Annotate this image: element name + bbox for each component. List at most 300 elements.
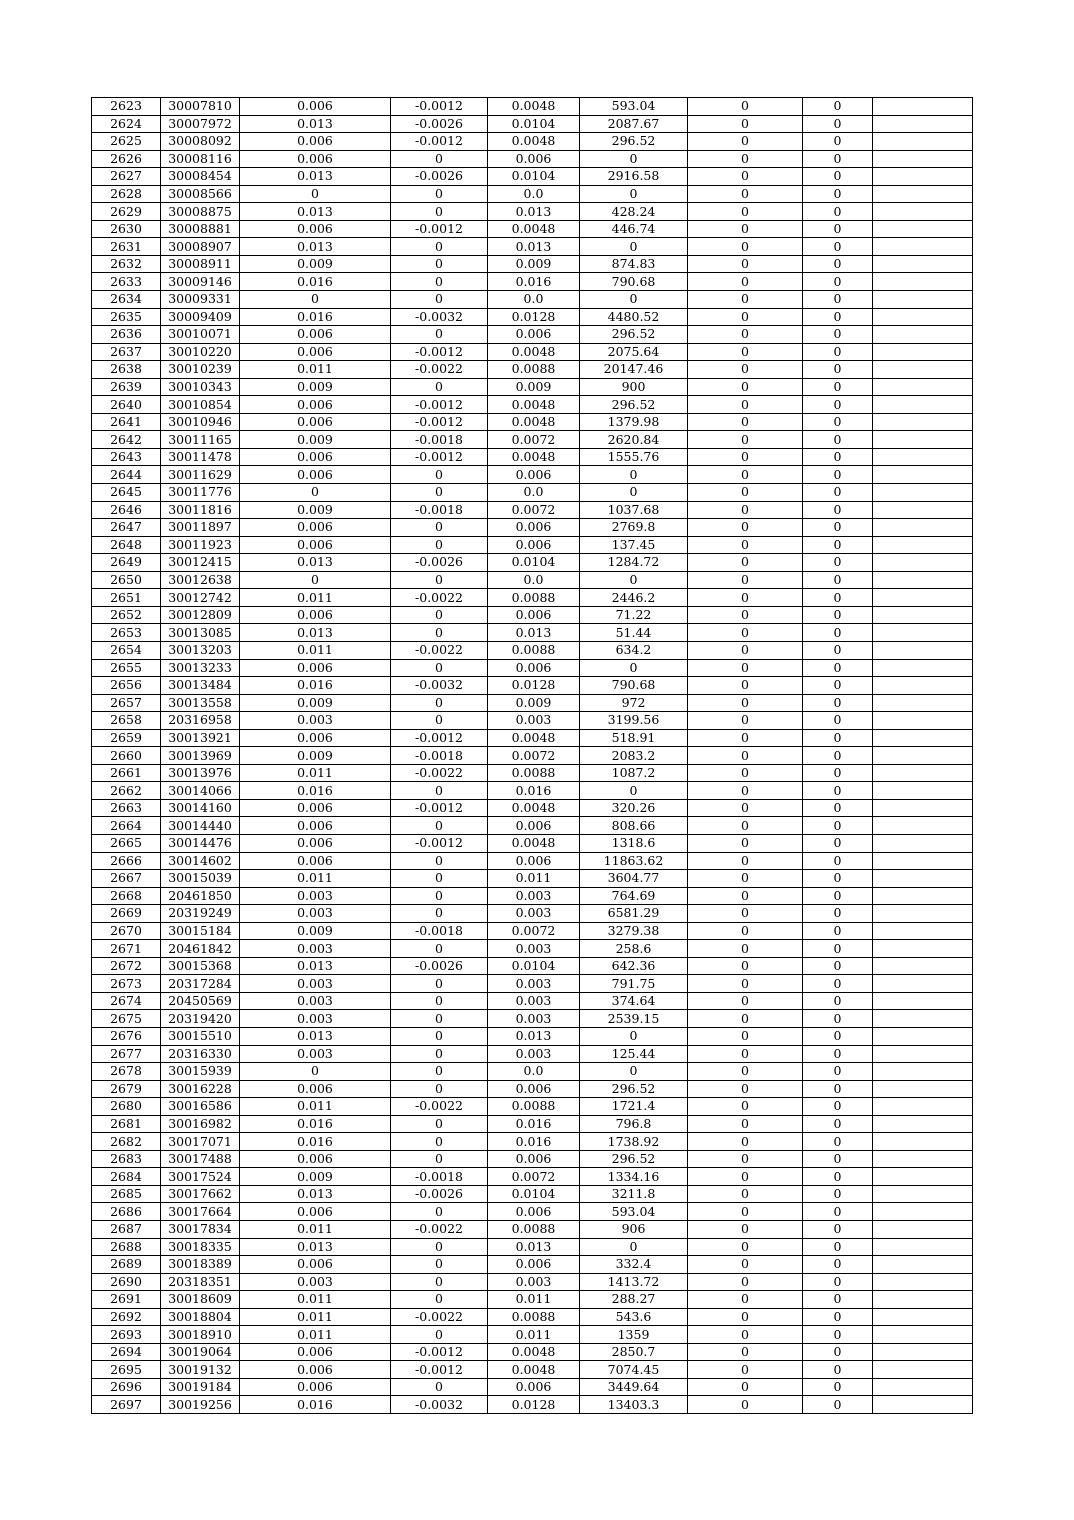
value-b-cell: -0.0022 xyxy=(391,1308,488,1326)
value-a-cell: 0.006 xyxy=(240,536,391,554)
flag-b-cell: 0 xyxy=(803,1361,873,1379)
value-b-cell: -0.0022 xyxy=(391,589,488,607)
flag-a-cell: 0 xyxy=(688,291,803,309)
value-b-cell: -0.0012 xyxy=(391,220,488,238)
value-c-cell: 0.016 xyxy=(488,1115,580,1133)
value-c-cell: 0.0048 xyxy=(488,343,580,361)
table-row xyxy=(92,255,973,273)
flag-a-cell: 0 xyxy=(688,641,803,659)
amount-cell: 2916.58 xyxy=(580,168,688,186)
value-c-cell: 0.006 xyxy=(488,606,580,624)
flag-a-cell: 0 xyxy=(688,852,803,870)
value-a-cell: 0.006 xyxy=(240,1203,391,1221)
flag-a-cell: 0 xyxy=(688,484,803,502)
blank-cell xyxy=(873,484,973,502)
value-b-cell: 0 xyxy=(391,712,488,730)
value-a-cell: 0.003 xyxy=(240,1273,391,1291)
value-c-cell: 0.0072 xyxy=(488,922,580,940)
table-row xyxy=(92,308,973,326)
id-cell: 30015939 xyxy=(161,1063,240,1081)
id-cell: 30019184 xyxy=(161,1378,240,1396)
flag-a-cell: 0 xyxy=(688,1168,803,1186)
value-c-cell: 0.003 xyxy=(488,1045,580,1063)
flag-b-cell: 0 xyxy=(803,782,873,800)
value-c-cell: 0.0048 xyxy=(488,1361,580,1379)
flag-a-cell: 0 xyxy=(688,799,803,817)
flag-a-cell: 0 xyxy=(688,1098,803,1116)
row-number-cell: 2695 xyxy=(92,1361,161,1379)
id-cell: 30010071 xyxy=(161,326,240,344)
value-b-cell: -0.0026 xyxy=(391,168,488,186)
amount-cell: 593.04 xyxy=(580,98,688,116)
flag-b-cell: 0 xyxy=(803,501,873,519)
flag-a-cell: 0 xyxy=(688,203,803,221)
value-a-cell: 0.003 xyxy=(240,887,391,905)
flag-a-cell: 0 xyxy=(688,536,803,554)
table-row xyxy=(92,378,973,396)
row-number-cell: 2674 xyxy=(92,992,161,1010)
blank-cell xyxy=(873,308,973,326)
blank-cell xyxy=(873,1238,973,1256)
row-number-cell: 2688 xyxy=(92,1238,161,1256)
blank-cell xyxy=(873,1080,973,1098)
table-row xyxy=(92,1150,973,1168)
flag-b-cell: 0 xyxy=(803,1273,873,1291)
value-c-cell: 0.003 xyxy=(488,975,580,993)
value-a-cell: 0.013 xyxy=(240,1185,391,1203)
id-cell: 20316330 xyxy=(161,1045,240,1063)
value-c-cell: 0.003 xyxy=(488,992,580,1010)
table-row xyxy=(92,168,973,186)
value-a-cell: 0.013 xyxy=(240,624,391,642)
value-c-cell: 0.0048 xyxy=(488,98,580,116)
id-cell: 20319420 xyxy=(161,1010,240,1028)
table-row xyxy=(92,1185,973,1203)
id-cell: 30014160 xyxy=(161,799,240,817)
flag-a-cell: 0 xyxy=(688,1378,803,1396)
value-c-cell: 0.0 xyxy=(488,484,580,502)
id-cell: 30011629 xyxy=(161,466,240,484)
value-a-cell: 0.006 xyxy=(240,834,391,852)
flag-b-cell: 0 xyxy=(803,203,873,221)
value-c-cell: 0.0048 xyxy=(488,220,580,238)
amount-cell: 2075.64 xyxy=(580,343,688,361)
flag-b-cell: 0 xyxy=(803,729,873,747)
id-cell: 30011816 xyxy=(161,501,240,519)
amount-cell: 296.52 xyxy=(580,1080,688,1098)
row-number-cell: 2656 xyxy=(92,677,161,695)
flag-b-cell: 0 xyxy=(803,1010,873,1028)
id-cell: 30013085 xyxy=(161,624,240,642)
flag-a-cell: 0 xyxy=(688,168,803,186)
row-number-cell: 2655 xyxy=(92,659,161,677)
amount-cell: 1318.6 xyxy=(580,834,688,852)
flag-b-cell: 0 xyxy=(803,641,873,659)
table-row xyxy=(92,484,973,502)
flag-a-cell: 0 xyxy=(688,220,803,238)
value-c-cell: 0.0 xyxy=(488,1063,580,1081)
value-a-cell: 0.006 xyxy=(240,326,391,344)
flag-b-cell: 0 xyxy=(803,852,873,870)
blank-cell xyxy=(873,992,973,1010)
value-b-cell: 0 xyxy=(391,571,488,589)
value-a-cell: 0.013 xyxy=(240,168,391,186)
value-b-cell: -0.0012 xyxy=(391,133,488,151)
table-row xyxy=(92,1098,973,1116)
value-b-cell: 0 xyxy=(391,606,488,624)
amount-cell: 446.74 xyxy=(580,220,688,238)
blank-cell xyxy=(873,1150,973,1168)
value-a-cell: 0.016 xyxy=(240,308,391,326)
flag-b-cell: 0 xyxy=(803,150,873,168)
row-number-cell: 2635 xyxy=(92,308,161,326)
flag-a-cell: 0 xyxy=(688,361,803,379)
value-a-cell: 0.003 xyxy=(240,905,391,923)
flag-a-cell: 0 xyxy=(688,694,803,712)
value-b-cell: -0.0012 xyxy=(391,98,488,116)
flag-a-cell: 0 xyxy=(688,817,803,835)
amount-cell: 593.04 xyxy=(580,1203,688,1221)
flag-a-cell: 0 xyxy=(688,1010,803,1028)
flag-b-cell: 0 xyxy=(803,1238,873,1256)
flag-b-cell: 0 xyxy=(803,413,873,431)
row-number-cell: 2645 xyxy=(92,484,161,502)
blank-cell xyxy=(873,413,973,431)
amount-cell: 6581.29 xyxy=(580,905,688,923)
value-c-cell: 0.0048 xyxy=(488,396,580,414)
table-row xyxy=(92,571,973,589)
flag-b-cell: 0 xyxy=(803,343,873,361)
blank-cell xyxy=(873,1133,973,1151)
row-number-cell: 2685 xyxy=(92,1185,161,1203)
flag-a-cell: 0 xyxy=(688,343,803,361)
value-b-cell: 0 xyxy=(391,536,488,554)
value-a-cell: 0.006 xyxy=(240,220,391,238)
flag-b-cell: 0 xyxy=(803,799,873,817)
value-a-cell: 0.006 xyxy=(240,659,391,677)
value-c-cell: 0.0048 xyxy=(488,799,580,817)
value-c-cell: 0.0104 xyxy=(488,115,580,133)
value-a-cell: 0.009 xyxy=(240,255,391,273)
row-number-cell: 2661 xyxy=(92,764,161,782)
blank-cell xyxy=(873,782,973,800)
flag-a-cell: 0 xyxy=(688,255,803,273)
table-row xyxy=(92,624,973,642)
value-b-cell: -0.0012 xyxy=(391,799,488,817)
value-a-cell: 0.006 xyxy=(240,396,391,414)
blank-cell xyxy=(873,606,973,624)
id-cell: 30018910 xyxy=(161,1326,240,1344)
blank-cell xyxy=(873,975,973,993)
id-cell: 30016228 xyxy=(161,1080,240,1098)
amount-cell: 0 xyxy=(580,1063,688,1081)
flag-a-cell: 0 xyxy=(688,992,803,1010)
blank-cell xyxy=(873,1396,973,1414)
amount-cell: 125.44 xyxy=(580,1045,688,1063)
value-b-cell: 0 xyxy=(391,255,488,273)
flag-b-cell: 0 xyxy=(803,1045,873,1063)
id-cell: 30013969 xyxy=(161,747,240,765)
row-number-cell: 2677 xyxy=(92,1045,161,1063)
amount-cell: 1555.76 xyxy=(580,448,688,466)
amount-cell: 428.24 xyxy=(580,203,688,221)
blank-cell xyxy=(873,326,973,344)
value-b-cell: 0 xyxy=(391,150,488,168)
value-c-cell: 0.0048 xyxy=(488,834,580,852)
flag-b-cell: 0 xyxy=(803,957,873,975)
row-number-cell: 2640 xyxy=(92,396,161,414)
table-row xyxy=(92,203,973,221)
value-a-cell: 0.009 xyxy=(240,431,391,449)
table-row xyxy=(92,1221,973,1239)
flag-a-cell: 0 xyxy=(688,659,803,677)
id-cell: 30018609 xyxy=(161,1291,240,1309)
row-number-cell: 2668 xyxy=(92,887,161,905)
amount-cell: 0 xyxy=(580,782,688,800)
flag-b-cell: 0 xyxy=(803,677,873,695)
table-row xyxy=(92,694,973,712)
flag-b-cell: 0 xyxy=(803,291,873,309)
value-c-cell: 0.006 xyxy=(488,817,580,835)
row-number-cell: 2693 xyxy=(92,1326,161,1344)
value-c-cell: 0.006 xyxy=(488,466,580,484)
value-a-cell: 0.009 xyxy=(240,378,391,396)
row-number-cell: 2644 xyxy=(92,466,161,484)
value-a-cell: 0 xyxy=(240,291,391,309)
value-b-cell: 0 xyxy=(391,185,488,203)
value-a-cell: 0.016 xyxy=(240,1115,391,1133)
row-number-cell: 2670 xyxy=(92,922,161,940)
table-row xyxy=(92,273,973,291)
row-number-cell: 2650 xyxy=(92,571,161,589)
blank-cell xyxy=(873,1308,973,1326)
value-b-cell: 0 xyxy=(391,1150,488,1168)
row-number-cell: 2675 xyxy=(92,1010,161,1028)
flag-a-cell: 0 xyxy=(688,1291,803,1309)
value-a-cell: 0.013 xyxy=(240,203,391,221)
value-a-cell: 0.013 xyxy=(240,1027,391,1045)
value-b-cell: -0.0026 xyxy=(391,1185,488,1203)
blank-cell xyxy=(873,712,973,730)
value-b-cell: -0.0022 xyxy=(391,764,488,782)
flag-b-cell: 0 xyxy=(803,694,873,712)
value-c-cell: 0.016 xyxy=(488,1133,580,1151)
flag-b-cell: 0 xyxy=(803,1291,873,1309)
value-c-cell: 0.0048 xyxy=(488,729,580,747)
blank-cell xyxy=(873,571,973,589)
value-b-cell: 0 xyxy=(391,624,488,642)
value-a-cell: 0.006 xyxy=(240,413,391,431)
value-a-cell: 0.016 xyxy=(240,677,391,695)
blank-cell xyxy=(873,1203,973,1221)
row-number-cell: 2659 xyxy=(92,729,161,747)
amount-cell: 320.26 xyxy=(580,799,688,817)
amount-cell: 642.36 xyxy=(580,957,688,975)
flag-a-cell: 0 xyxy=(688,150,803,168)
id-cell: 30010946 xyxy=(161,413,240,431)
blank-cell xyxy=(873,238,973,256)
blank-cell xyxy=(873,466,973,484)
amount-cell: 900 xyxy=(580,378,688,396)
row-number-cell: 2637 xyxy=(92,343,161,361)
value-c-cell: 0.011 xyxy=(488,870,580,888)
flag-a-cell: 0 xyxy=(688,273,803,291)
value-b-cell: 0 xyxy=(391,326,488,344)
amount-cell: 296.52 xyxy=(580,133,688,151)
table-row xyxy=(92,1343,973,1361)
value-c-cell: 0.016 xyxy=(488,273,580,291)
value-b-cell: 0 xyxy=(391,203,488,221)
id-cell: 30013976 xyxy=(161,764,240,782)
row-number-cell: 2671 xyxy=(92,940,161,958)
table-row xyxy=(92,396,973,414)
flag-b-cell: 0 xyxy=(803,624,873,642)
value-a-cell: 0.006 xyxy=(240,799,391,817)
flag-b-cell: 0 xyxy=(803,1343,873,1361)
row-number-cell: 2630 xyxy=(92,220,161,238)
value-c-cell: 0.0048 xyxy=(488,1343,580,1361)
amount-cell: 0 xyxy=(580,466,688,484)
value-a-cell: 0.011 xyxy=(240,764,391,782)
row-number-cell: 2678 xyxy=(92,1063,161,1081)
amount-cell: 518.91 xyxy=(580,729,688,747)
value-a-cell: 0.016 xyxy=(240,1133,391,1151)
data-table xyxy=(91,97,973,1414)
id-cell: 30009146 xyxy=(161,273,240,291)
row-number-cell: 2641 xyxy=(92,413,161,431)
value-b-cell: 0 xyxy=(391,1326,488,1344)
value-b-cell: 0 xyxy=(391,1273,488,1291)
id-cell: 30013921 xyxy=(161,729,240,747)
id-cell: 20318351 xyxy=(161,1273,240,1291)
row-number-cell: 2636 xyxy=(92,326,161,344)
row-number-cell: 2681 xyxy=(92,1115,161,1133)
row-number-cell: 2653 xyxy=(92,624,161,642)
table-row xyxy=(92,1238,973,1256)
flag-b-cell: 0 xyxy=(803,940,873,958)
value-c-cell: 0.006 xyxy=(488,852,580,870)
row-number-cell: 2631 xyxy=(92,238,161,256)
value-a-cell: 0.016 xyxy=(240,782,391,800)
table-row xyxy=(92,659,973,677)
flag-b-cell: 0 xyxy=(803,238,873,256)
value-a-cell: 0.006 xyxy=(240,519,391,537)
value-a-cell: 0.009 xyxy=(240,1168,391,1186)
value-a-cell: 0.006 xyxy=(240,150,391,168)
id-cell: 30015184 xyxy=(161,922,240,940)
id-cell: 30012742 xyxy=(161,589,240,607)
blank-cell xyxy=(873,1027,973,1045)
value-c-cell: 0.006 xyxy=(488,326,580,344)
value-a-cell: 0.011 xyxy=(240,1308,391,1326)
id-cell: 20450569 xyxy=(161,992,240,1010)
amount-cell: 764.69 xyxy=(580,887,688,905)
table-row xyxy=(92,1308,973,1326)
value-b-cell: -0.0022 xyxy=(391,361,488,379)
row-number-cell: 2697 xyxy=(92,1396,161,1414)
value-c-cell: 0.003 xyxy=(488,905,580,923)
table-row xyxy=(92,817,973,835)
table-row xyxy=(92,291,973,309)
value-a-cell: 0.016 xyxy=(240,1396,391,1414)
value-a-cell: 0.009 xyxy=(240,501,391,519)
value-c-cell: 0.003 xyxy=(488,1273,580,1291)
blank-cell xyxy=(873,448,973,466)
value-c-cell: 0.0104 xyxy=(488,554,580,572)
value-a-cell: 0.003 xyxy=(240,992,391,1010)
id-cell: 30014440 xyxy=(161,817,240,835)
table-row xyxy=(92,782,973,800)
flag-b-cell: 0 xyxy=(803,1150,873,1168)
value-a-cell: 0.006 xyxy=(240,98,391,116)
value-a-cell: 0.003 xyxy=(240,975,391,993)
table-row xyxy=(92,519,973,537)
value-a-cell: 0.011 xyxy=(240,1291,391,1309)
row-number-cell: 2662 xyxy=(92,782,161,800)
value-c-cell: 0.003 xyxy=(488,887,580,905)
value-b-cell: 0 xyxy=(391,1238,488,1256)
blank-cell xyxy=(873,220,973,238)
amount-cell: 2769.8 xyxy=(580,519,688,537)
amount-cell: 1359 xyxy=(580,1326,688,1344)
value-c-cell: 0.003 xyxy=(488,1010,580,1028)
row-number-cell: 2642 xyxy=(92,431,161,449)
value-b-cell: -0.0022 xyxy=(391,1221,488,1239)
value-b-cell: 0 xyxy=(391,694,488,712)
table-row xyxy=(92,677,973,695)
id-cell: 30015039 xyxy=(161,870,240,888)
id-cell: 30012415 xyxy=(161,554,240,572)
flag-a-cell: 0 xyxy=(688,115,803,133)
amount-cell: 2087.67 xyxy=(580,115,688,133)
id-cell: 30013203 xyxy=(161,641,240,659)
flag-a-cell: 0 xyxy=(688,185,803,203)
flag-a-cell: 0 xyxy=(688,396,803,414)
value-a-cell: 0.006 xyxy=(240,729,391,747)
flag-a-cell: 0 xyxy=(688,1308,803,1326)
value-b-cell: 0 xyxy=(391,1045,488,1063)
value-a-cell: 0.013 xyxy=(240,1238,391,1256)
blank-cell xyxy=(873,150,973,168)
blank-cell xyxy=(873,834,973,852)
id-cell: 20317284 xyxy=(161,975,240,993)
value-b-cell: -0.0012 xyxy=(391,343,488,361)
blank-cell xyxy=(873,799,973,817)
flag-a-cell: 0 xyxy=(688,606,803,624)
id-cell: 30007810 xyxy=(161,98,240,116)
row-number-cell: 2692 xyxy=(92,1308,161,1326)
amount-cell: 1721.4 xyxy=(580,1098,688,1116)
flag-b-cell: 0 xyxy=(803,133,873,151)
flag-a-cell: 0 xyxy=(688,1273,803,1291)
blank-cell xyxy=(873,870,973,888)
table-row xyxy=(92,115,973,133)
value-b-cell: 0 xyxy=(391,817,488,835)
amount-cell: 11863.62 xyxy=(580,852,688,870)
row-number-cell: 2658 xyxy=(92,712,161,730)
id-cell: 30014476 xyxy=(161,834,240,852)
flag-b-cell: 0 xyxy=(803,519,873,537)
table-row xyxy=(92,501,973,519)
value-c-cell: 0.0088 xyxy=(488,589,580,607)
value-b-cell: -0.0026 xyxy=(391,957,488,975)
flag-a-cell: 0 xyxy=(688,729,803,747)
value-a-cell: 0 xyxy=(240,571,391,589)
row-number-cell: 2626 xyxy=(92,150,161,168)
value-a-cell: 0.011 xyxy=(240,1326,391,1344)
amount-cell: 296.52 xyxy=(580,326,688,344)
flag-b-cell: 0 xyxy=(803,1080,873,1098)
